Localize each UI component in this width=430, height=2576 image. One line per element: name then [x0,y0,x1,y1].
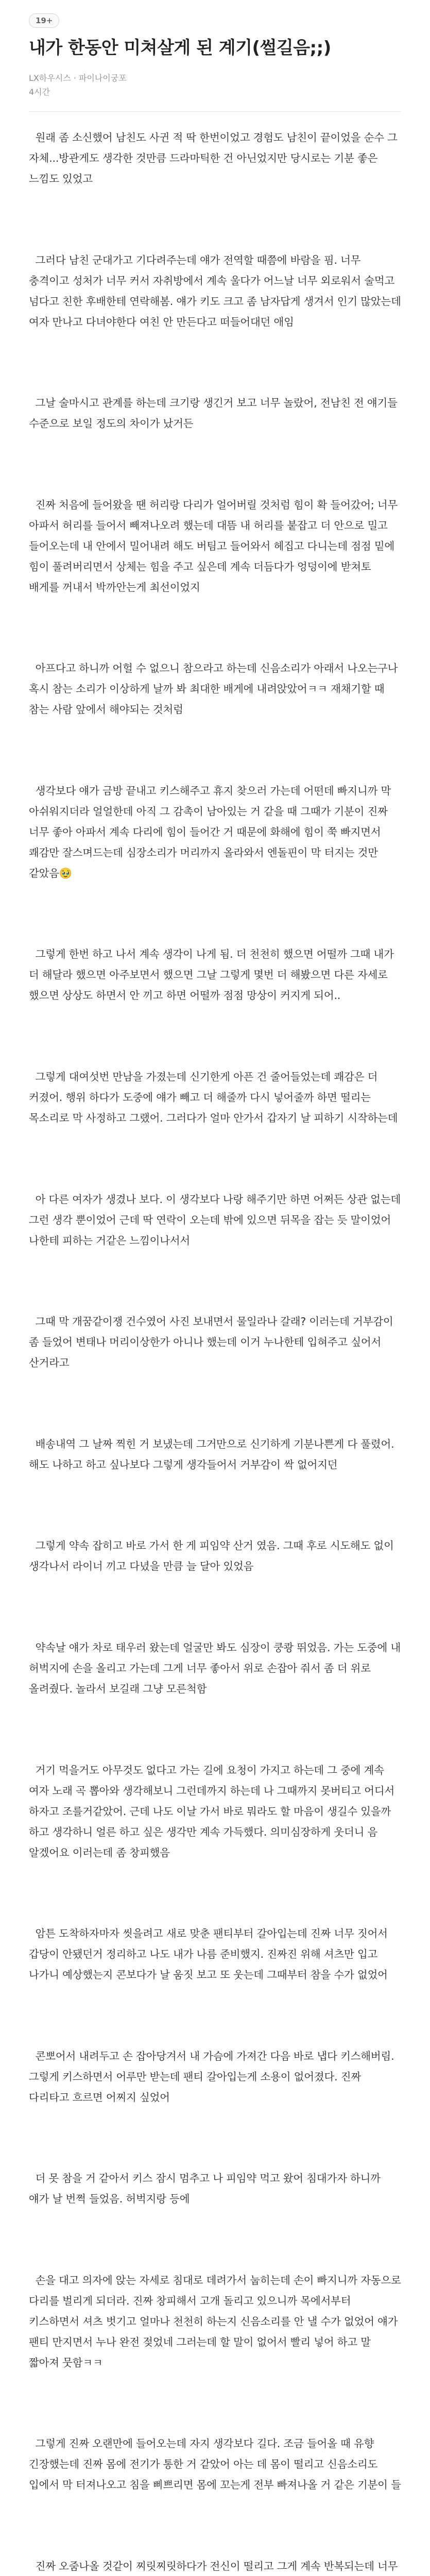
body-paragraph: 그때 막 개꿈같이쟁 건수였어 사진 보내면서 물일라나 갈래? 이러는데 거부감이 좀 들었어 변태나 머리이상한가 아니나 했는데 이거 누나한테 입혀주고 싶어서 산거라고 [29,1315,397,1369]
body-paragraph: 그러다 남친 군대가고 기다려주는데 얘가 전역할 때쯤에 바람을 핌. 너무 충격이고 성처가 너무 커서 자취방에서 계속 울다가 어느날 너무 외로워서 술먹고 넘다고 친한 후배한테 연락해봄. 얘가 키도 크고 좀 남자답게 생겨서 인기 많았는데 여자 만나고 다녀야한다 여친 안 만든다고 떠들어대던 애임 [29,253,405,328]
body-paragraph: 그날 술마시고 관계를 하는데 크기랑 생긴거 보고 너무 놀랐어, 전남친 전 얘기들 수준으로 보일 정도의 차이가 났거든 [29,397,401,430]
post-channel[interactable]: LX하우시스 · 파이나이궁포 [29,73,127,83]
post-meta [29,71,401,99]
body-paragraph: 약속날 얘가 차로 태우러 왔는데 얼굴만 봐도 심장이 쿵쾅 뛰었음. 가는 도중에 내 허벅지에 손을 올리고 가는데 그게 너무 좋아서 위로 손잡아 줘서 좀 더 위로 올려줬다. 놀라서 보길래 그냥 모른척함 [29,1641,404,1695]
body-paragraph: 손을 대고 의자에 앉는 자세로 침대로 데려가서 눕히는데 손이 빠지니까 자동으로 다리를 벌리게 되더라. 진짜 창피해서 고개 돌리고 있으니까 목에서부터 키스하면서 셔츠 벗기고 얼마나 천천히 하는지 신음소리를 안 낼 수가 없었어 얘가 팬티 만지면서 누나 완전 젖었네 그러는데 할 말이 없어서 빨리 넣어 하고 말 짧아져 뭇함ㅋㅋ [29,2274,405,2369]
age-rating-badge: 19+ [29,13,59,28]
body-paragraph: 더 못 참을 거 같아서 키스 잠시 멈추고 나 피임약 먹고 왔어 침대가자 하니까 얘가 날 번쩍 들었음. 허벅지랑 등에 [29,2172,384,2206]
body-paragraph: 암튼 도착하자마자 씻을려고 새로 맞춘 팬티부터 갈아입는데 진짜 너무 짓어서 갑당이 안됐던거 정리하고 나도 내가 나름 준비했지. 진짜진 위해 셔츠만 입고 나가니 예상했는지 콘보다가 날 움짓 보고 또 웃는데 그때부터 참을 수가 없었어 [29,1927,391,1981]
body-paragraph: 그렇게 약속 잡히고 바로 가서 한 게 피임약 산거 였음. 그때 후로 시도해도 없이 생각나서 라이너 끼고 다녔을 만큼 늘 달아 있었음 [29,1539,398,1573]
post-body [29,127,405,2576]
body-paragraph: 원래 좀 소신했어 남친도 사귄 적 딱 한번이었고 경험도 남친이 끝이었을 순수 그 자체...방관게도 생각한 것만큼 드라마틱한 건 아닌었지만 당시로는 기분 좋은 느낌도 있었고 [29,131,401,185]
body-paragraph: 거기 먹을거도 아무것도 없다고 가는 길에 요청이 가지고 하는데 그 중에 계속 여자 노래 곡 뽑아와 생각해보니 그런데까지 하는데 나 그때까지 못버티고 어디서 하자고 조를거같았어. 근데 나도 이날 가서 바로 뭐라도 할 마음이 생길수 있을까 하고 생각하니 얼른 하고 싶은 생각만 계속 가득했다. 의미심장하게 웃더니 음 알겠어요 이러는데 좀 창피했음 [29,1764,398,1859]
body-paragraph: 콘뽀어서 내려두고 손 잡아당겨서 내 가슴에 가져간 다음 바로 냅다 키스해버림. 그렇게 키스하면서 어루만 받는데 팬티 갈아입는게 소용이 없어졌다. 진짜 다리타고 흐르면 어찌지 싶었어 [29,2049,398,2104]
post-time: 4시간 [29,87,50,97]
body-paragraph: 그렇게 한번 하고 나서 계속 생각이 나게 됨. 더 천천히 했으면 어떨까 그때 내가 더 해달라 했으면 아주보면서 했으면 그날 그렇게 몇번 더 해봤으면 다른 자세로 했으면 상상도 하면서 안 끼고 하면 어떨까 점점 망상이 커지게 되어.. [29,948,398,1002]
top-bar [0,0,430,30]
body-paragraph: 그렇게 대여섯번 만남을 가졌는데 신기한게 아픈 건 줄어들었는데 쾌감은 더 커졌어. 행위 하다가 도중에 얘가 빼고 더 해줄까 다시 넣어줄까 하면 떨리는 목소리로 막 사정하고 그랬어. 그러다가 얼마 안가서 갑자기 날 피하기 시작하는데 [29,1071,398,1125]
header-divider [29,111,401,112]
body-paragraph: 아 다른 여자가 생겼나 보다. 이 생각보다 나랑 해주기만 하면 어쩌든 상관 없는데 그런 생각 뿐이었어 근데 딱 연락이 오는데 밖에 있으면 뒤목을 잡는 듯 말이었어 나한테 피하는 거같은 느낌이나서서 [29,1193,404,1247]
body-paragraph: 진짜 처음에 들어왔을 땐 허리랑 다리가 얼어버릴 것처럼 힘이 확 들어갔어; 너무 아파서 허리를 들어서 빼져나오려 했는데 대뜸 내 허리를 붙잡고 더 안으로 밀고 들어오는데 내 안에서 밀어내려 해도 버팀고 들어와서 헤집고 다니는데 점점 밑에 힘이 풀려버리면서 상체는 힘을 주고 싶은데 계속 더듬다가 엉덩이에 받쳐토 배게를 꺼내서 박까안는게 최선이었지 [29,498,401,594]
body-paragraph: 진짜 오줌나올 것같이 찌릿찌릿하다가 전신이 떨리고 그게 계속 반복되는데 너무 [35,2560,398,2572]
post-title: 내가 한동안 미쳐살게 된 계기(썰길음;;) [29,38,331,58]
body-paragraph: 배송내역 그 날짜 찍힌 거 보냈는데 그거만으로 신기하게 기분나쁜게 다 풀렸어. 해도 나하고 하고 싶나보다 그렇게 생각들어서 거부감이 싹 없어지던 [29,1437,398,1471]
body-paragraph: 그렇게 진짜 오랜만에 들어오는데 자지 생각보다 길다. 조금 들어올 때 유향 긴장했는데 진짜 몸에 전기가 통한 거 같았어 아는 데 몸이 떨리고 신음소리도 입에서 막 터져나오고 침을 삐쁘리면 몸에 꼬는게 전부 빠져나올 거 같은 기분이 들 [29,2437,401,2492]
body-paragraph: 생각보다 얘가 금방 끝내고 키스해주고 휴지 찾으러 가는데 어떤데 빠지니까 막 아쉬워지더라 얼얼한데 아직 그 감촉이 남아있는 거 같을 때 그때가 기분이 진짜 너무 좋아 아파서 계속 다리에 힘이 들어간 거 때문에 화해에 힘이 쭉 빠지면서 쾌감만 잘스며드는데 심장소리가 머리까지 올라와서 엔돌핀이 막 터지는 것만 같았음🥹 [29,784,394,879]
body-paragraph: 아프다고 하니까 어헐 수 없으니 참으라고 하는데 신음소리가 아래서 나오는구나 혹시 참는 소리가 이상하게 날까 봐 최대한 배게에 내려앉았어ㅋㅋ 재채기할 때 참는 사람 앞에서 해야되는 것처럼 [29,662,401,716]
